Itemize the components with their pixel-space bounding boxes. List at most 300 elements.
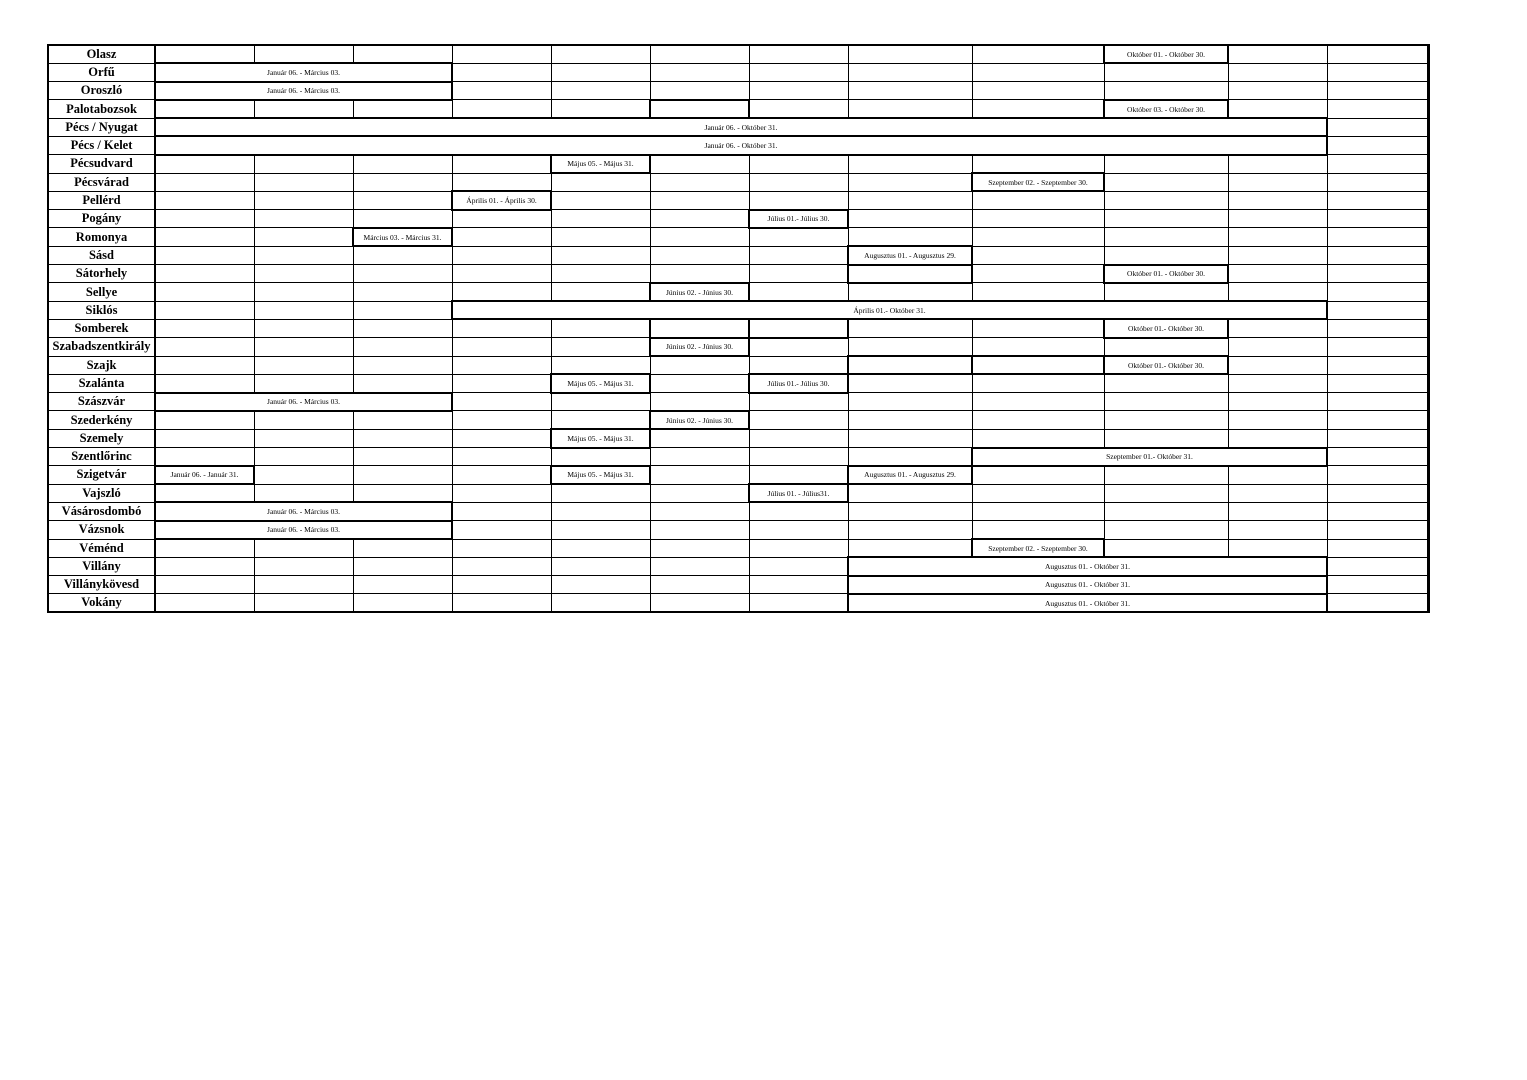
empty-cell bbox=[1327, 539, 1427, 557]
table-row bbox=[48, 521, 1429, 539]
empty-cell bbox=[452, 539, 551, 557]
settlement-name: Vajszló bbox=[48, 484, 155, 502]
settlement-name: Szalánta bbox=[48, 374, 155, 392]
empty-cell bbox=[353, 539, 452, 557]
table-row bbox=[48, 466, 1429, 484]
empty-cell bbox=[452, 429, 551, 447]
empty-cell bbox=[551, 521, 650, 539]
period-bar: Január 06. - Január 31. bbox=[155, 466, 254, 484]
empty-cell bbox=[749, 356, 848, 374]
empty-cell bbox=[254, 155, 353, 173]
empty-cell bbox=[1327, 63, 1427, 81]
empty-cell bbox=[551, 82, 650, 100]
empty-cell bbox=[749, 521, 848, 539]
empty-cell bbox=[1327, 557, 1427, 575]
empty-cell bbox=[1327, 502, 1427, 520]
empty-cell bbox=[155, 411, 254, 429]
empty-cell bbox=[848, 173, 972, 191]
table-row bbox=[48, 576, 1429, 594]
empty-cell bbox=[1228, 411, 1327, 429]
settlement-name: Palotabozsok bbox=[48, 100, 155, 118]
empty-cell bbox=[155, 246, 254, 264]
period-bar: Szeptember 02. - Szeptember 30. bbox=[972, 539, 1104, 557]
empty-cell bbox=[452, 228, 551, 246]
empty-cell bbox=[1228, 338, 1327, 356]
settlement-name: Vázsnok bbox=[48, 521, 155, 539]
empty-cell bbox=[848, 63, 972, 81]
settlement-name: Vásárosdombó bbox=[48, 502, 155, 520]
empty-cell bbox=[1427, 502, 1429, 520]
period-bar: Június 02. - Június 30. bbox=[650, 338, 749, 356]
empty-cell bbox=[452, 246, 551, 264]
empty-cell bbox=[155, 374, 254, 392]
empty-cell bbox=[155, 301, 254, 319]
empty-cell bbox=[155, 155, 254, 173]
empty-cell bbox=[749, 82, 848, 100]
empty-cell bbox=[1104, 191, 1228, 209]
empty-cell bbox=[254, 319, 353, 337]
empty-cell bbox=[1427, 283, 1429, 301]
empty-cell bbox=[254, 448, 353, 466]
empty-cell bbox=[650, 191, 749, 209]
empty-cell bbox=[1228, 82, 1327, 100]
empty-cell bbox=[254, 301, 353, 319]
empty-cell bbox=[353, 356, 452, 374]
period-bar: Január 06. - Március 03. bbox=[155, 502, 452, 520]
empty-cell bbox=[254, 228, 353, 246]
empty-cell bbox=[1327, 594, 1427, 612]
settlement-name: Siklós bbox=[48, 301, 155, 319]
period-bar: Május 05. - Május 31. bbox=[551, 374, 650, 392]
empty-cell bbox=[1327, 100, 1427, 118]
empty-cell bbox=[155, 484, 254, 502]
settlement-name: Villánykövesd bbox=[48, 576, 155, 594]
empty-cell bbox=[1427, 45, 1429, 63]
empty-cell bbox=[155, 557, 254, 575]
empty-cell bbox=[551, 191, 650, 209]
settlement-name: Szabadszentkirály bbox=[48, 338, 155, 356]
empty-cell bbox=[452, 356, 551, 374]
empty-cell bbox=[452, 155, 551, 173]
table-row bbox=[48, 265, 1429, 283]
empty-cell bbox=[972, 283, 1104, 301]
empty-cell bbox=[254, 576, 353, 594]
empty-cell bbox=[848, 338, 972, 356]
period-bar: Július 01.- Július 30. bbox=[749, 374, 848, 392]
empty-cell bbox=[848, 191, 972, 209]
empty-cell bbox=[972, 82, 1104, 100]
empty-cell bbox=[1104, 228, 1228, 246]
empty-cell bbox=[749, 173, 848, 191]
empty-cell bbox=[749, 246, 848, 264]
empty-cell bbox=[353, 210, 452, 228]
empty-cell bbox=[749, 319, 848, 337]
empty-cell bbox=[1427, 228, 1429, 246]
empty-cell bbox=[353, 283, 452, 301]
empty-cell bbox=[1327, 576, 1427, 594]
empty-cell bbox=[848, 484, 972, 502]
period-bar: Január 06. - Október 31. bbox=[155, 118, 1327, 136]
empty-cell bbox=[1104, 283, 1228, 301]
empty-cell bbox=[1104, 246, 1228, 264]
empty-cell bbox=[254, 265, 353, 283]
empty-cell bbox=[1104, 210, 1228, 228]
empty-cell bbox=[551, 173, 650, 191]
empty-cell bbox=[848, 374, 972, 392]
empty-cell bbox=[551, 594, 650, 612]
empty-cell bbox=[1427, 521, 1429, 539]
empty-cell bbox=[551, 100, 650, 118]
empty-cell bbox=[551, 319, 650, 337]
settlement-name: Szederkény bbox=[48, 411, 155, 429]
empty-cell bbox=[1427, 63, 1429, 81]
empty-cell bbox=[650, 484, 749, 502]
empty-cell bbox=[1228, 228, 1327, 246]
empty-cell bbox=[551, 210, 650, 228]
schedule-table bbox=[47, 44, 1430, 613]
empty-cell bbox=[1427, 319, 1429, 337]
empty-cell bbox=[749, 228, 848, 246]
period-bar: Október 01. - Október 30. bbox=[1104, 45, 1228, 63]
empty-cell bbox=[1327, 466, 1427, 484]
empty-cell bbox=[155, 576, 254, 594]
empty-cell bbox=[749, 100, 848, 118]
empty-cell bbox=[353, 45, 452, 63]
settlement-name: Oroszló bbox=[48, 82, 155, 100]
empty-cell bbox=[848, 45, 972, 63]
empty-cell bbox=[972, 466, 1104, 484]
empty-cell bbox=[972, 356, 1104, 374]
settlement-name: Szajk bbox=[48, 356, 155, 374]
empty-cell bbox=[749, 283, 848, 301]
empty-cell bbox=[551, 557, 650, 575]
empty-cell bbox=[353, 466, 452, 484]
empty-cell bbox=[650, 265, 749, 283]
empty-cell bbox=[155, 539, 254, 557]
empty-cell bbox=[749, 191, 848, 209]
table-row bbox=[48, 429, 1429, 447]
empty-cell bbox=[972, 246, 1104, 264]
settlement-name: Sátorhely bbox=[48, 265, 155, 283]
period-bar: Május 05. - Május 31. bbox=[551, 429, 650, 447]
empty-cell bbox=[650, 100, 749, 118]
empty-cell bbox=[353, 100, 452, 118]
empty-cell bbox=[1104, 338, 1228, 356]
empty-cell bbox=[452, 283, 551, 301]
empty-cell bbox=[353, 246, 452, 264]
empty-cell bbox=[353, 319, 452, 337]
empty-cell bbox=[155, 191, 254, 209]
empty-cell bbox=[452, 82, 551, 100]
empty-cell bbox=[551, 63, 650, 81]
empty-cell bbox=[1104, 393, 1228, 411]
empty-cell bbox=[254, 283, 353, 301]
empty-cell bbox=[1228, 283, 1327, 301]
table-row bbox=[48, 228, 1429, 246]
settlement-name: Pogány bbox=[48, 210, 155, 228]
settlement-name: Szigetvár bbox=[48, 466, 155, 484]
empty-cell bbox=[848, 411, 972, 429]
empty-cell bbox=[749, 557, 848, 575]
empty-cell bbox=[452, 393, 551, 411]
settlement-name: Vokány bbox=[48, 594, 155, 612]
period-bar: Április 01.- Október 31. bbox=[452, 301, 1327, 319]
table-row bbox=[48, 100, 1429, 118]
period-bar: Január 06. - Október 31. bbox=[155, 136, 1327, 154]
empty-cell bbox=[749, 411, 848, 429]
empty-cell bbox=[551, 265, 650, 283]
empty-cell bbox=[650, 429, 749, 447]
empty-cell bbox=[254, 191, 353, 209]
table-row bbox=[48, 45, 1429, 63]
table-row bbox=[48, 557, 1429, 575]
table-row bbox=[48, 136, 1429, 154]
empty-cell bbox=[650, 173, 749, 191]
period-bar: Május 05. - Május 31. bbox=[551, 155, 650, 173]
table-row bbox=[48, 301, 1429, 319]
table-row bbox=[48, 393, 1429, 411]
empty-cell bbox=[749, 393, 848, 411]
empty-cell bbox=[353, 576, 452, 594]
table-row bbox=[48, 118, 1429, 136]
period-bar: Augusztus 01. - Október 31. bbox=[848, 576, 1327, 594]
empty-cell bbox=[1327, 429, 1427, 447]
table-row bbox=[48, 502, 1429, 520]
empty-cell bbox=[848, 448, 972, 466]
empty-cell bbox=[1427, 210, 1429, 228]
table-row bbox=[48, 63, 1429, 81]
settlement-name: Pécs / Nyugat bbox=[48, 118, 155, 136]
empty-cell bbox=[1228, 466, 1327, 484]
settlement-name: Somberek bbox=[48, 319, 155, 337]
settlement-name: Pellérd bbox=[48, 191, 155, 209]
table-row bbox=[48, 155, 1429, 173]
empty-cell bbox=[155, 356, 254, 374]
empty-cell bbox=[1427, 191, 1429, 209]
empty-cell bbox=[1427, 82, 1429, 100]
period-bar: Szeptember 01.- Október 31. bbox=[972, 448, 1327, 466]
empty-cell bbox=[353, 265, 452, 283]
period-bar: Október 01. - Október 30. bbox=[1104, 265, 1228, 283]
empty-cell bbox=[650, 466, 749, 484]
table-row bbox=[48, 283, 1429, 301]
empty-cell bbox=[972, 100, 1104, 118]
settlement-name: Orfű bbox=[48, 63, 155, 81]
empty-cell bbox=[972, 502, 1104, 520]
settlement-name: Villány bbox=[48, 557, 155, 575]
empty-cell bbox=[1327, 265, 1427, 283]
empty-cell bbox=[1104, 429, 1228, 447]
empty-cell bbox=[452, 411, 551, 429]
empty-cell bbox=[1228, 155, 1327, 173]
empty-cell bbox=[1327, 228, 1427, 246]
period-bar: Január 06. - Március 03. bbox=[155, 393, 452, 411]
empty-cell bbox=[650, 45, 749, 63]
empty-cell bbox=[452, 521, 551, 539]
empty-cell bbox=[551, 448, 650, 466]
empty-cell bbox=[155, 594, 254, 612]
empty-cell bbox=[749, 539, 848, 557]
empty-cell bbox=[1228, 265, 1327, 283]
empty-cell bbox=[155, 448, 254, 466]
empty-cell bbox=[254, 411, 353, 429]
empty-cell bbox=[1104, 155, 1228, 173]
empty-cell bbox=[650, 576, 749, 594]
empty-cell bbox=[749, 576, 848, 594]
settlement-name: Sásd bbox=[48, 246, 155, 264]
period-bar: Október 03. - Október 30. bbox=[1104, 100, 1228, 118]
empty-cell bbox=[848, 502, 972, 520]
empty-cell bbox=[254, 356, 353, 374]
period-bar: Augusztus 01. - Augusztus 29. bbox=[848, 246, 972, 264]
empty-cell bbox=[972, 191, 1104, 209]
period-bar: Május 05. - Május 31. bbox=[551, 466, 650, 484]
empty-cell bbox=[551, 484, 650, 502]
empty-cell bbox=[1228, 356, 1327, 374]
empty-cell bbox=[551, 576, 650, 594]
empty-cell bbox=[1228, 374, 1327, 392]
empty-cell bbox=[848, 155, 972, 173]
empty-cell bbox=[650, 319, 749, 337]
empty-cell bbox=[1427, 246, 1429, 264]
settlement-name: Romonya bbox=[48, 228, 155, 246]
empty-cell bbox=[1327, 411, 1427, 429]
empty-cell bbox=[1228, 45, 1327, 63]
empty-cell bbox=[254, 338, 353, 356]
empty-cell bbox=[155, 100, 254, 118]
period-bar: Június 02. - Június 30. bbox=[650, 411, 749, 429]
empty-cell bbox=[452, 576, 551, 594]
empty-cell bbox=[848, 228, 972, 246]
empty-cell bbox=[353, 448, 452, 466]
empty-cell bbox=[452, 502, 551, 520]
empty-cell bbox=[650, 246, 749, 264]
schedule-body bbox=[48, 45, 1429, 612]
empty-cell bbox=[972, 411, 1104, 429]
empty-cell bbox=[155, 210, 254, 228]
empty-cell bbox=[254, 539, 353, 557]
empty-cell bbox=[1427, 393, 1429, 411]
empty-cell bbox=[452, 210, 551, 228]
table-row bbox=[48, 356, 1429, 374]
empty-cell bbox=[1327, 484, 1427, 502]
empty-cell bbox=[749, 594, 848, 612]
empty-cell bbox=[254, 484, 353, 502]
empty-cell bbox=[551, 283, 650, 301]
empty-cell bbox=[155, 429, 254, 447]
empty-cell bbox=[749, 155, 848, 173]
empty-cell bbox=[353, 484, 452, 502]
empty-cell bbox=[551, 45, 650, 63]
empty-cell bbox=[155, 319, 254, 337]
empty-cell bbox=[1327, 118, 1427, 136]
empty-cell bbox=[848, 393, 972, 411]
empty-cell bbox=[848, 100, 972, 118]
empty-cell bbox=[650, 228, 749, 246]
empty-cell bbox=[650, 557, 749, 575]
period-bar: Augusztus 01. - Október 31. bbox=[848, 594, 1327, 612]
empty-cell bbox=[1427, 557, 1429, 575]
empty-cell bbox=[650, 356, 749, 374]
empty-cell bbox=[353, 301, 452, 319]
empty-cell bbox=[1427, 356, 1429, 374]
empty-cell bbox=[353, 173, 452, 191]
empty-cell bbox=[972, 521, 1104, 539]
empty-cell bbox=[1228, 173, 1327, 191]
empty-cell bbox=[749, 429, 848, 447]
empty-cell bbox=[1104, 466, 1228, 484]
period-bar: Április 01. - Április 30. bbox=[452, 191, 551, 209]
empty-cell bbox=[1327, 448, 1427, 466]
empty-cell bbox=[650, 393, 749, 411]
empty-cell bbox=[1104, 539, 1228, 557]
empty-cell bbox=[650, 594, 749, 612]
period-bar: Január 06. - Március 03. bbox=[155, 82, 452, 100]
empty-cell bbox=[650, 539, 749, 557]
empty-cell bbox=[972, 319, 1104, 337]
empty-cell bbox=[749, 63, 848, 81]
empty-cell bbox=[1327, 136, 1427, 154]
empty-cell bbox=[1427, 265, 1429, 283]
empty-cell bbox=[452, 63, 551, 81]
empty-cell bbox=[452, 338, 551, 356]
empty-cell bbox=[353, 557, 452, 575]
empty-cell bbox=[1327, 173, 1427, 191]
empty-cell bbox=[1327, 210, 1427, 228]
empty-cell bbox=[972, 338, 1104, 356]
empty-cell bbox=[452, 45, 551, 63]
empty-cell bbox=[972, 210, 1104, 228]
empty-cell bbox=[972, 374, 1104, 392]
empty-cell bbox=[1427, 338, 1429, 356]
period-bar: Január 06. - Március 03. bbox=[155, 521, 452, 539]
table-row bbox=[48, 191, 1429, 209]
empty-cell bbox=[1104, 502, 1228, 520]
empty-cell bbox=[1228, 246, 1327, 264]
empty-cell bbox=[1327, 246, 1427, 264]
empty-cell bbox=[254, 210, 353, 228]
empty-cell bbox=[972, 429, 1104, 447]
empty-cell bbox=[1327, 301, 1427, 319]
table-row bbox=[48, 484, 1429, 502]
empty-cell bbox=[452, 594, 551, 612]
empty-cell bbox=[1327, 283, 1427, 301]
empty-cell bbox=[1228, 521, 1327, 539]
empty-cell bbox=[452, 173, 551, 191]
empty-cell bbox=[749, 466, 848, 484]
empty-cell bbox=[1427, 301, 1429, 319]
empty-cell bbox=[1427, 594, 1429, 612]
empty-cell bbox=[1104, 63, 1228, 81]
table-row bbox=[48, 374, 1429, 392]
empty-cell bbox=[1228, 393, 1327, 411]
empty-cell bbox=[1104, 411, 1228, 429]
empty-cell bbox=[254, 173, 353, 191]
empty-cell bbox=[551, 246, 650, 264]
period-bar: Augusztus 01. - Augusztus 29. bbox=[848, 466, 972, 484]
settlement-name: Szemely bbox=[48, 429, 155, 447]
empty-cell bbox=[650, 210, 749, 228]
empty-cell bbox=[650, 521, 749, 539]
table-row bbox=[48, 246, 1429, 264]
empty-cell bbox=[254, 246, 353, 264]
empty-cell bbox=[972, 155, 1104, 173]
period-bar: Szeptember 02. - Szeptember 30. bbox=[972, 173, 1104, 191]
table-row bbox=[48, 173, 1429, 191]
empty-cell bbox=[155, 228, 254, 246]
empty-cell bbox=[1228, 484, 1327, 502]
empty-cell bbox=[353, 411, 452, 429]
